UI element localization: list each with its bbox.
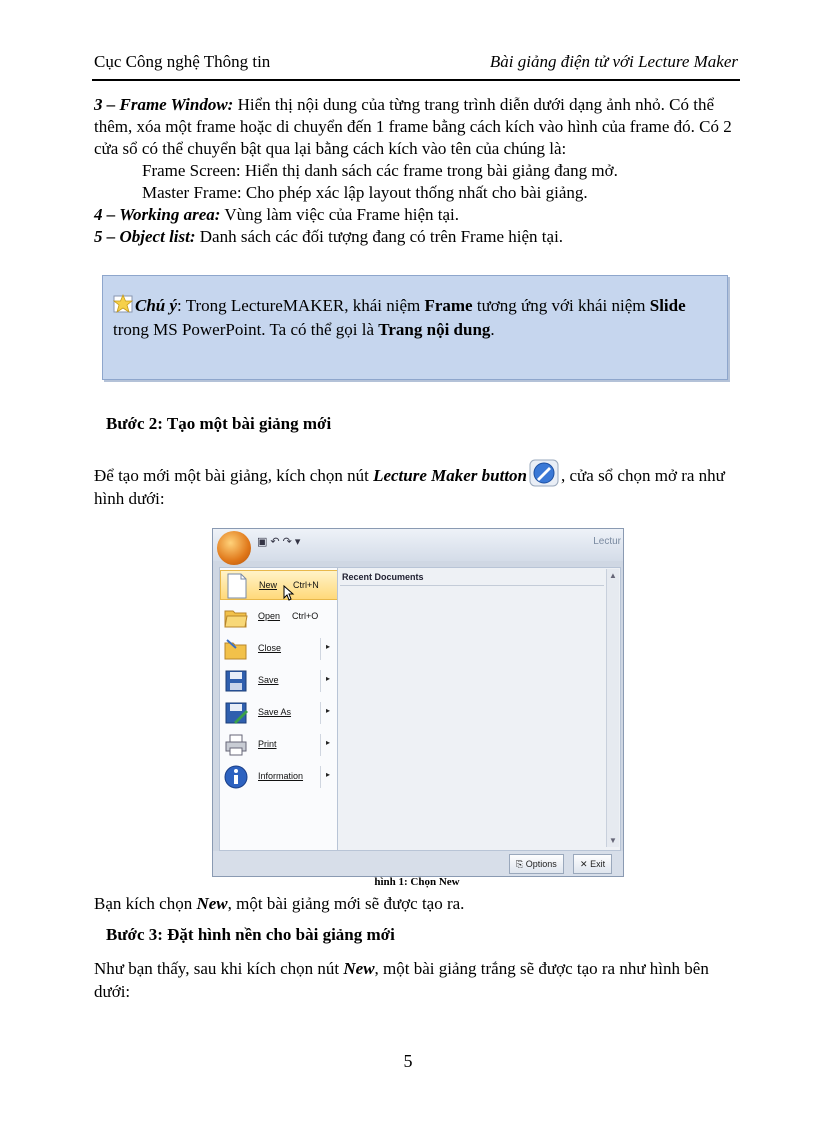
mouse-cursor-icon — [283, 585, 295, 601]
submenu-arrow-icon: ▸ — [326, 642, 331, 651]
menu-bottom-bar — [213, 851, 623, 876]
step2-text-2: , cửa sổ chọn mở ra như hình dưới: — [94, 466, 725, 508]
menu-label-save-as: Save As — [258, 707, 292, 717]
item-working-area — [94, 204, 744, 226]
menu-item-new[interactable] — [220, 570, 338, 600]
step3-paragraph — [94, 957, 744, 1003]
close-folder-icon — [224, 636, 248, 662]
menu-item-save[interactable] — [220, 666, 338, 696]
submenu-arrow-icon: ▸ — [326, 674, 331, 683]
exit-icon: ✕ — [580, 859, 588, 869]
menu-item-open[interactable] — [220, 602, 338, 632]
recent-documents-divider — [340, 585, 604, 586]
quick-access-icons — [257, 535, 303, 548]
item3-text: Hiển thị nội dung của từng trang trình diễn dưới dạng ảnh nhỏ. Có thể thêm, xóa một frame hoặc di chuyển đến 1 frame bằng cách kích vào hình của frame đó. Có 2 cửa sổ có thể chuyển bật qua lại bằng cách kích vào tên của chúng là: — [94, 95, 732, 158]
menu-item-information[interactable] — [220, 762, 338, 792]
submenu-arrow-icon: ▸ — [326, 738, 331, 747]
options-label: Options — [525, 859, 557, 869]
note-text-1: : Trong LectureMAKER, khái niệm — [177, 296, 425, 315]
item-object-list — [94, 226, 744, 248]
step3-heading: Bước 3: Đặt hình nền cho bài giảng mới — [106, 925, 395, 944]
step2-heading: Bước 2: Tạo một bài giảng mới — [106, 414, 332, 433]
menu-label-information: Information — [258, 771, 304, 781]
page-number: 5 — [403, 1051, 413, 1071]
menu-label-new: New — [259, 580, 278, 590]
options-icon: ⎘ — [516, 859, 524, 869]
after-caption-paragraph — [94, 892, 744, 915]
menu-label-save: Save — [258, 675, 279, 685]
recent-documents-title: Recent Documents — [342, 572, 424, 582]
app-title: Lectur — [593, 536, 621, 547]
note-text-2: tương ứng với khái niệm — [472, 296, 650, 315]
item3-title: 3 – Frame Window: — [94, 95, 234, 114]
item-frame-window — [94, 94, 744, 160]
step3-text-1: Như bạn thấy, sau khi kích chọn nút — [94, 959, 344, 978]
file-menu — [219, 567, 339, 851]
note-bold-slide: Slide — [649, 296, 686, 315]
item4-text: Vùng làm việc của Frame hiện tại. — [220, 205, 459, 224]
menu-label-close: Close — [258, 643, 282, 653]
note-text-3: trong MS PowerPoint. Ta có thể gọi là — [113, 320, 379, 339]
save-disk-icon — [224, 668, 248, 694]
menu-separator — [320, 734, 321, 756]
information-icon — [224, 764, 248, 790]
recent-documents-scrollbar[interactable] — [606, 569, 619, 847]
header-right: Bài giảng điện tử với Lecture Maker — [489, 52, 738, 71]
note-text — [113, 294, 713, 342]
menu-label-open: Open — [258, 611, 281, 621]
recent-documents-panel — [337, 567, 621, 851]
scroll-up-icon[interactable]: ▲ — [609, 571, 617, 580]
header-left: Cục Công nghệ Thông tin — [94, 52, 271, 71]
header-rule — [92, 79, 740, 81]
step3-text-2: , một bài giảng trắng sẽ được tạo ra như hình bên dưới: — [94, 959, 709, 1001]
note-label: Chú ý — [135, 296, 178, 315]
exit-button[interactable] — [573, 854, 612, 874]
item5-text: Danh sách các đối tượng đang có trên Frame hiện tại. — [195, 227, 564, 246]
save-quick-icon[interactable]: ▣ — [257, 536, 271, 548]
menu-item-close[interactable] — [220, 634, 338, 664]
step2-text-1: Để tạo mới một bài giảng, kích chọn nút — [94, 466, 374, 485]
item5-title: 5 – Object list: — [94, 227, 196, 246]
figure-caption: hình 1: Chọn New — [374, 876, 460, 888]
note-bold-trang: Trang nội dung — [378, 320, 491, 339]
save-as-icon — [224, 700, 248, 726]
undo-icon[interactable]: ↶ — [270, 536, 283, 548]
redo-icon[interactable]: ↷ — [282, 536, 295, 548]
menu-shortcut-new: Ctrl+N — [293, 580, 319, 590]
after-caption-text-2: , một bài giảng mới sẽ được tạo ra. — [227, 894, 465, 913]
after-caption-text-1: Bạn kích chọn — [94, 894, 197, 913]
note-bold-frame: Frame — [424, 296, 473, 315]
note-box — [102, 275, 728, 380]
customize-icon[interactable]: ▾ — [294, 536, 304, 548]
lecture-maker-button-icon — [529, 459, 559, 487]
frame-screen-line: Frame Screen: Hiển thị danh sách các frame trong bài giảng đang mở. — [142, 161, 618, 180]
item4-title: 4 – Working area: — [94, 205, 221, 224]
options-button[interactable] — [509, 854, 564, 874]
open-folder-icon — [224, 604, 248, 630]
printer-icon — [224, 732, 248, 758]
quick-access-bar — [213, 529, 623, 561]
lecture-maker-screenshot — [212, 528, 624, 877]
menu-item-print[interactable] — [220, 730, 338, 760]
lecture-maker-orb-button[interactable] — [217, 531, 251, 565]
intro-section — [94, 94, 744, 248]
note-star-icon — [113, 294, 135, 314]
step2-bold: Lecture Maker button — [373, 466, 528, 485]
menu-separator — [320, 670, 321, 692]
note-text-4: . — [490, 320, 495, 339]
step2-paragraph — [94, 459, 744, 510]
menu-separator — [320, 702, 321, 724]
menu-label-print: Print — [258, 739, 277, 749]
step3-bold: New — [343, 959, 375, 978]
after-caption-bold: New — [196, 894, 228, 913]
exit-label: Exit — [590, 859, 606, 869]
menu-separator — [320, 766, 321, 788]
new-document-icon — [225, 573, 249, 599]
menu-item-save-as[interactable] — [220, 698, 338, 728]
submenu-arrow-icon: ▸ — [326, 706, 331, 715]
menu-separator — [320, 638, 321, 660]
menu-shortcut-open: Ctrl+O — [292, 611, 319, 621]
scroll-down-icon[interactable]: ▼ — [609, 836, 617, 845]
submenu-arrow-icon: ▸ — [326, 770, 331, 779]
master-frame-line: Master Frame: Cho phép xác lập layout thống nhất cho bài giảng. — [142, 183, 588, 202]
